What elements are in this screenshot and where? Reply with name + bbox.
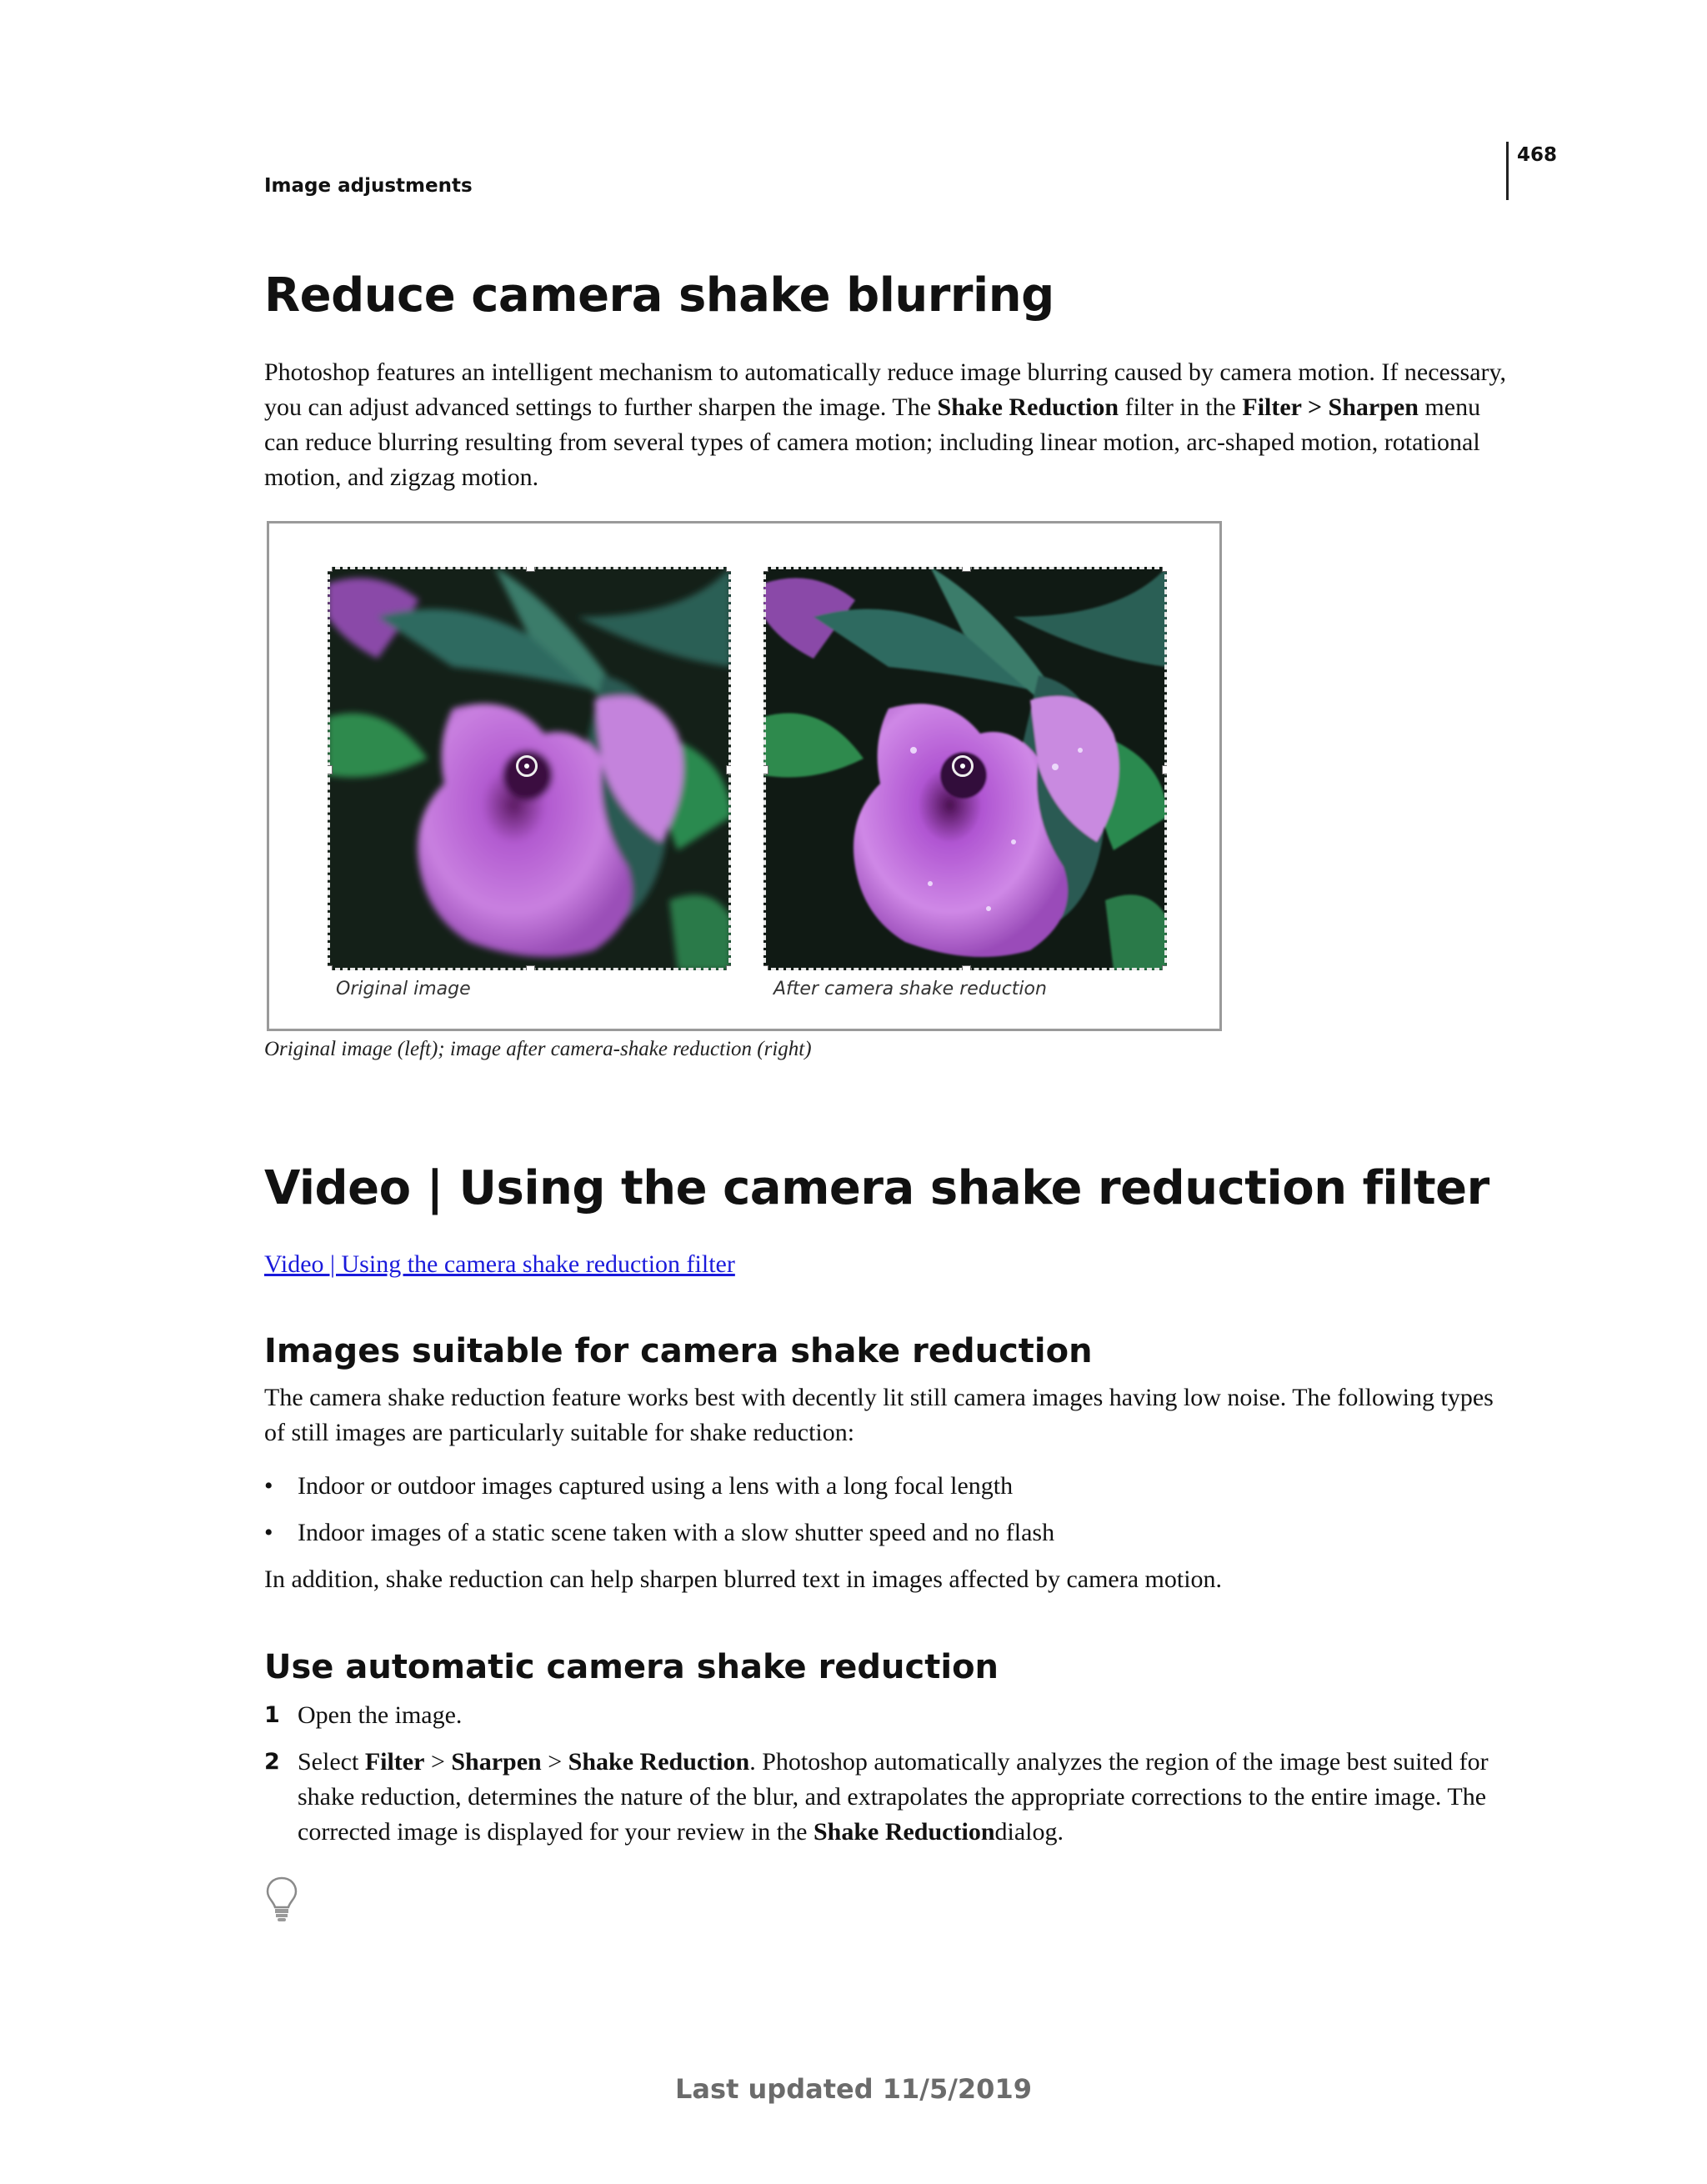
figure-label-original: Original image bbox=[336, 979, 471, 999]
original-flower-photo bbox=[328, 567, 731, 970]
subheading-automatic-reduction: Use automatic camera shake reduction bbox=[264, 1648, 999, 1686]
footer-last-updated: Last updated 11/5/2019 bbox=[675, 2073, 1032, 2105]
intro-paragraph: Photoshop features an intelligent mechanism to automatically reduce image blurring caused by camera motion. If necessary, you can adjust advanced settings to further sharpen the image. The Shake Reduction filter in the Filter > Sharpen menu can reduce blurring resulting from several types of camera motion; including linear motion, arc-shaped motion, rotational motion, and zigzag motion. bbox=[264, 358, 1507, 491]
running-head: Image adjustments bbox=[264, 175, 473, 197]
blur-trace-pin-icon bbox=[952, 755, 974, 777]
video-link[interactable]: Video | Using the camera shake reduction filter bbox=[264, 1250, 735, 1278]
subheading-suitable-images: Images suitable for camera shake reduction bbox=[264, 1332, 1093, 1370]
blur-trace-pin-icon bbox=[516, 755, 538, 777]
addition-paragraph: In addition, shake reduction can help sharpen blurred text in images affected by camera motion. bbox=[264, 1565, 1223, 1593]
comparison-figure bbox=[267, 521, 1222, 1031]
section-title-reduce-camera-shake: Reduce camera shake blurring bbox=[264, 268, 1054, 323]
step-number: 2 bbox=[264, 1749, 280, 1775]
bullet-marker: • bbox=[264, 1472, 273, 1500]
menu-path-filter-sharpen: Filter > Sharpen bbox=[1242, 393, 1419, 421]
bullet-marker: • bbox=[264, 1519, 273, 1546]
page-number: 468 bbox=[1517, 144, 1558, 166]
step-number: 1 bbox=[264, 1702, 280, 1728]
figure-label-after: After camera shake reduction bbox=[773, 979, 1047, 999]
sharpened-flower-photo bbox=[763, 567, 1167, 970]
section-title-video: Video | Using the camera shake reduction filter bbox=[264, 1161, 1489, 1215]
figure-caption: Original image (left); image after camera-shake reduction (right) bbox=[264, 1038, 812, 1060]
lightbulb-icon bbox=[265, 1876, 298, 1924]
header-divider bbox=[1506, 142, 1509, 200]
suitable-paragraph: The camera shake reduction feature works best with decently lit still camera images having low noise. The following types of still images are particularly suitable for shake reduction: bbox=[264, 1384, 1494, 1446]
term-shake-reduction: Shake Reduction bbox=[937, 393, 1119, 421]
